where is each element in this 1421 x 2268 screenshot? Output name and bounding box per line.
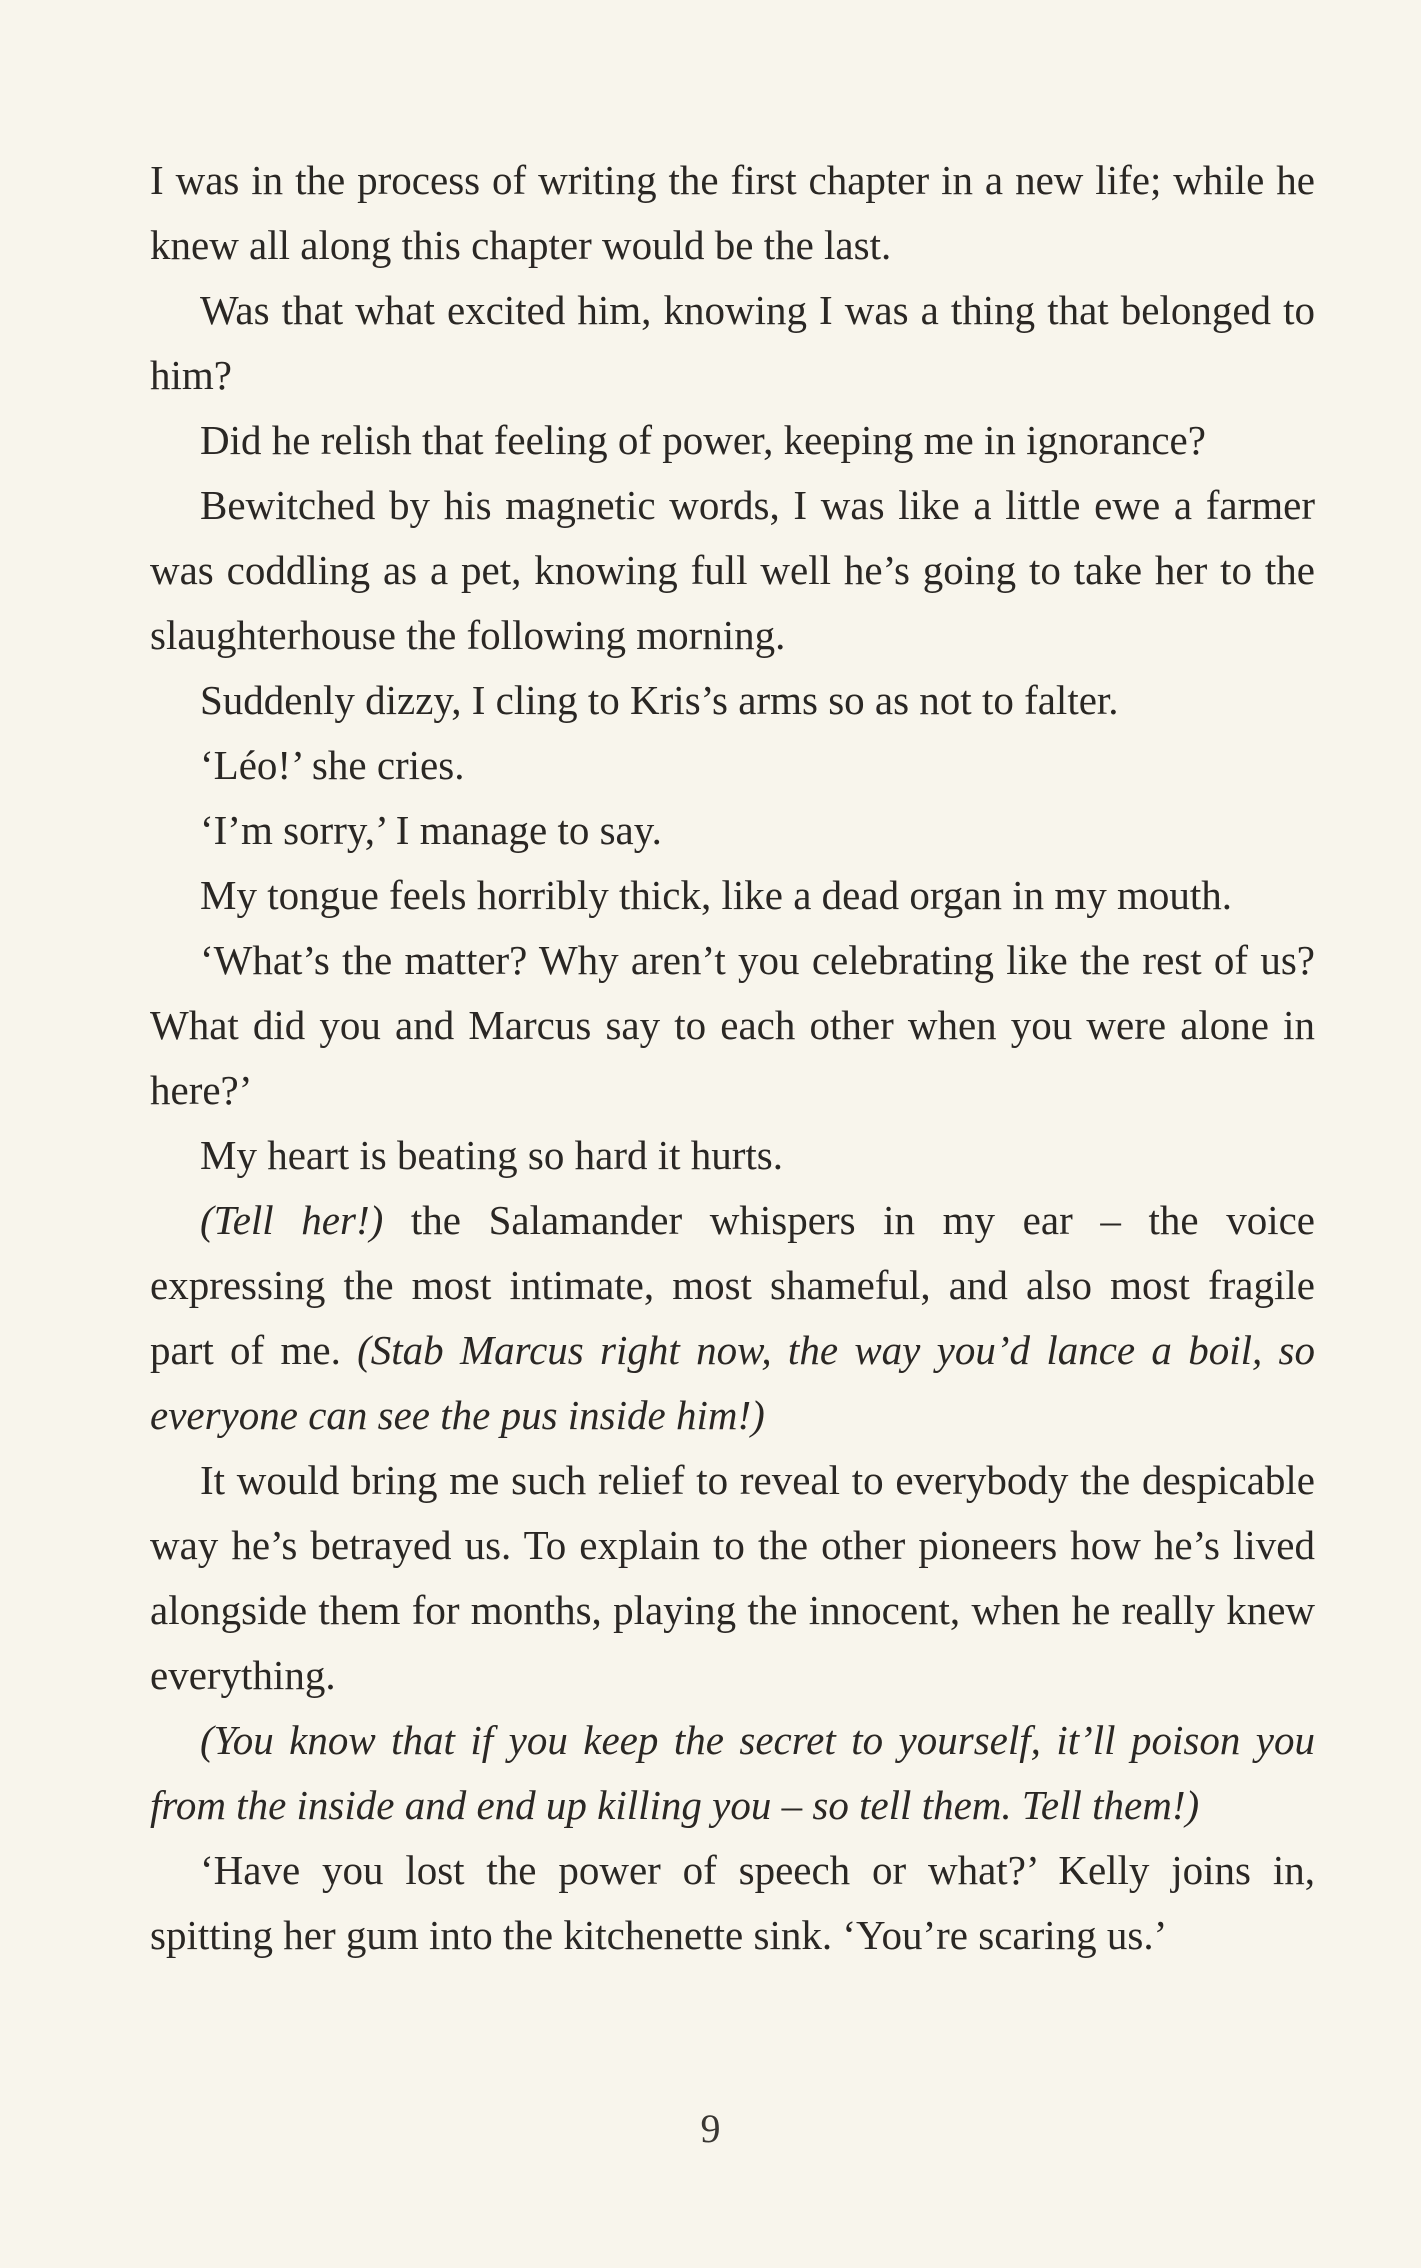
paragraph: I was in the process of writing the first chapter in a new life; while he knew all along this chapter would be the last. (150, 157, 1315, 268)
italic-paragraph: (You know that if you keep the secret to yourself, it’ll poison you from the inside and end up killing you – so tell them. Tell them!) (150, 1717, 1315, 1828)
page-number: 9 (700, 2106, 721, 2151)
paragraph: Did he relish that feeling of power, keeping me in ignorance? (200, 417, 1206, 463)
paragraph: ‘Have you lost the power of speech or what?’ Kelly joins in, spitting her gum into the kitchenette sink. ‘You’re scaring us.’ (150, 1847, 1315, 1958)
body-text (150, 148, 1315, 1968)
paragraph: ‘What’s the matter? Why aren’t you celebrating like the rest of us? What did you and Marcus say to each other when you were alone in here?’ (150, 937, 1315, 1113)
paragraph (150, 1708, 1315, 1838)
italic-aside: (Stab Marcus right now, the way you’d lance a boil, so everyone can see the pus inside him!) (150, 1327, 1315, 1438)
paragraph: My heart is beating so hard it hurts. (200, 1132, 784, 1178)
paragraph: It would bring me such relief to reveal to everybody the despicable way he’s betrayed us. To explain to the other pioneers how he’s lived alongside them for months, playing the innocent, when he really knew everything. (150, 1457, 1315, 1698)
paragraph: Was that what excited him, knowing I was a thing that belonged to him? (150, 287, 1315, 398)
paragraph: My tongue feels horribly thick, like a dead organ in my mouth. (200, 872, 1233, 918)
paragraph: ‘Léo!’ she cries. (200, 742, 465, 788)
italic-aside: (Tell her!) (200, 1197, 384, 1243)
paragraph: Suddenly dizzy, I cling to Kris’s arms so as not to falter. (200, 677, 1119, 723)
paragraph-text: the Salamander whispers in my ear – the voice expressing the most intimate, most shameful, and also most fragile part of me. (150, 1197, 1315, 1373)
paragraph: ‘I’m sorry,’ I manage to say. (200, 807, 662, 853)
paragraph (150, 1188, 1315, 1448)
paragraph: Bewitched by his magnetic words, I was like a little ewe a farmer was coddling as a pet, knowing full well he’s going to take her to the slaughterhouse the following morning. (150, 482, 1315, 658)
